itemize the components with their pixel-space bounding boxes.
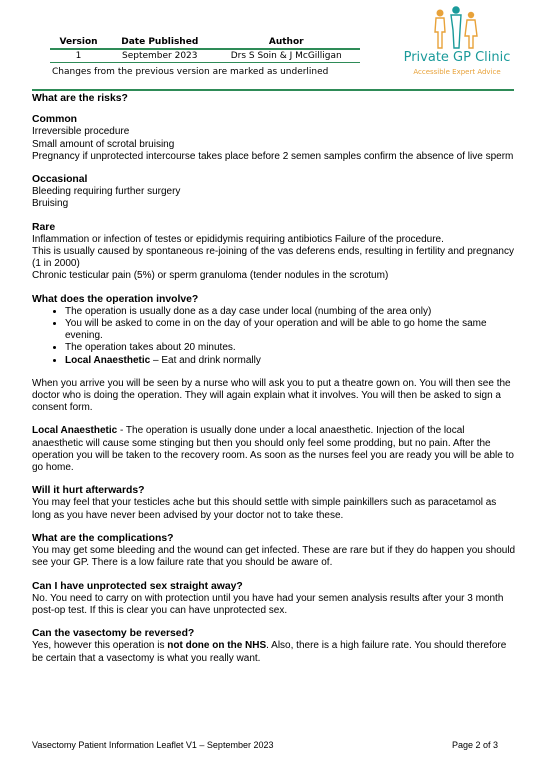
occasional-line: Bruising: [32, 198, 69, 210]
common-heading: Common: [32, 114, 78, 126]
changes-note: Changes from the previous version are marked as underlined: [52, 67, 329, 77]
clinic-name: Private GP Clinic: [403, 50, 511, 65]
complications-paragraph: You may get some bleeding and the wound can get infected. These are rare but if they do happen you should see your GP. There is a low failure rate that you should be aware of.: [32, 545, 516, 569]
family-figures-icon: [430, 6, 482, 50]
operation-bullet-list: [32, 306, 516, 367]
bold-label: not done on the NHS: [167, 640, 267, 652]
bullet-text: – Eat and drink normally: [150, 354, 261, 366]
clinic-logo: [392, 6, 522, 82]
list-item: • You will be asked to come in on the day of your operation and will be able to go home the same evening.: [65, 318, 516, 342]
date-published-value: September 2023: [122, 51, 198, 61]
rare-line: (1 in 2000): [32, 258, 80, 270]
operation-heading: What does the operation involve?: [32, 293, 199, 305]
rare-line: This is usually caused by spontaneous re-joining of the vas deferens ends, resulting in fertility and pregnancy: [32, 246, 514, 258]
version-table-header-row: [50, 36, 360, 49]
clinic-tagline: Accessible Expert Advice: [413, 68, 501, 76]
version-table: [50, 36, 360, 63]
sex-paragraph: No. You need to carry on with protection until you have had your semen analysis results after your 3 month post-op test. If this is clear you can have unprotected sex.: [32, 592, 504, 616]
rare-line: Inflammation or infection of testes or epididymis requiring antibiotics Failure of the procedure.: [32, 233, 444, 245]
footer-title: Vasectomy Patient Information Leaflet V1 – September 2023: [32, 740, 274, 750]
complications-heading: What are the complications?: [32, 532, 174, 544]
list-item: • The operation is usually done as a day case under local (numbing of the area only): [65, 306, 516, 318]
page-number: Page 2 of 3: [452, 740, 499, 750]
occasional-line: Bleeding requiring further surgery: [32, 186, 181, 198]
hurt-heading: Will it hurt afterwards?: [32, 485, 145, 497]
header-divider: [32, 89, 514, 91]
reversal-paragraph: [32, 640, 516, 664]
arrival-paragraph: When you arrive you will be seen by a nurse who will ask you to put a theatre gown on. You will then see the doctor who is doing the operation. They will again explain what it involves. You will then be asked to sign a consent form.: [32, 377, 511, 414]
version-value: 1: [75, 51, 82, 61]
common-line: Irreversible procedure: [32, 126, 130, 138]
rare-line: Chronic testicular pain (5%) or sperm granuloma (tender nodules in the scrotum): [32, 270, 389, 282]
bold-label: Local Anaesthetic: [65, 354, 151, 366]
list-item: • The operation takes about 20 minutes.: [65, 342, 516, 354]
sex-heading: Can I have unprotected sex straight away?: [32, 580, 243, 592]
paragraph-text: - The operation is usually done under a local anaesthetic. Injection of the local anaesthetic will cause some stinging but then you should only feel some prodding, but no pain. After the operation you will be taken to the recovery room. As soon as the nurses feel you are ready you will be able to go home.: [32, 425, 514, 474]
author-header: Author: [268, 37, 304, 47]
occasional-heading: Occasional: [32, 174, 88, 186]
paragraph-text: Yes, however this operation is: [32, 640, 168, 652]
common-line: Pregnancy if unprotected intercourse takes place before 2 semen samples confirm the absence of live sperm: [32, 150, 514, 162]
rare-heading: Rare: [32, 221, 56, 233]
local-anaesthetic-paragraph: [32, 425, 516, 474]
paragraph-text: . Also, there is a high failure rate. You should therefore be certain that a vasectomy is what you really want.: [32, 640, 507, 664]
list-item: [65, 355, 516, 367]
version-header: Version: [59, 37, 98, 47]
leaflet-content: [32, 93, 516, 665]
risks-heading: What are the risks?: [32, 93, 128, 104]
reversal-heading: Can the vasectomy be reversed?: [32, 628, 195, 640]
date-published-header: Date Published: [121, 37, 199, 47]
version-table-row: [50, 49, 360, 63]
hurt-paragraph: You may feel that your testicles ache but this should settle with simple painkillers such as paracetamol as long as you have never been advised by your doctor not to take these.: [32, 497, 497, 521]
common-line: Small amount of scrotal bruising: [32, 138, 175, 150]
author-value: Drs S Soin & J McGilligan: [230, 51, 342, 61]
bold-label: Local Anaesthetic: [32, 425, 118, 437]
